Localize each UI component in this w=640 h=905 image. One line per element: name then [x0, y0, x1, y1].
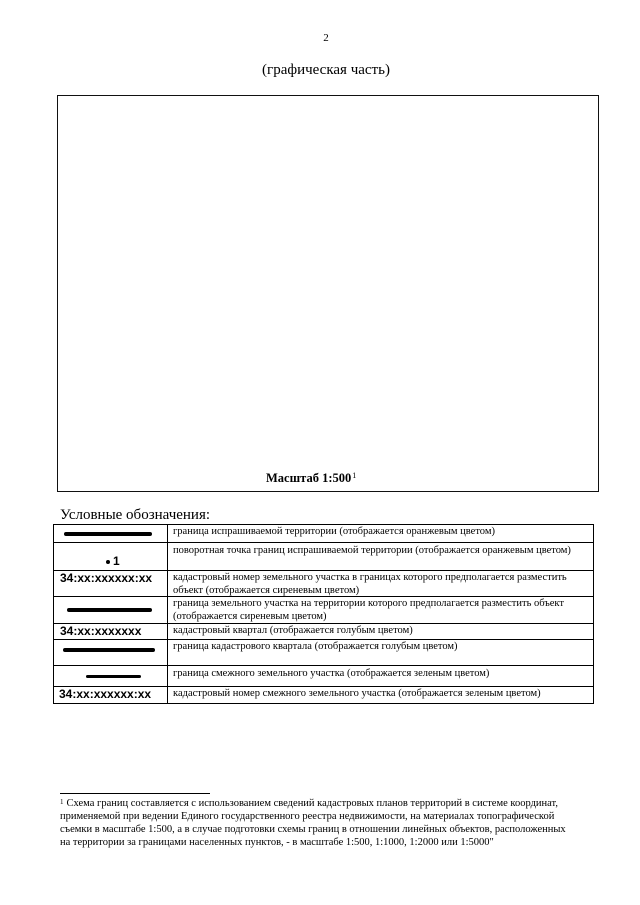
- legend-description: граница испрашиваемой территории (отображается оранжевым цветом): [173, 526, 495, 537]
- legend-table: [53, 524, 594, 704]
- section-title: (графическая часть): [262, 62, 390, 78]
- footnote: [60, 797, 566, 849]
- legend-row: [54, 640, 593, 666]
- boundary-line-icon: [63, 648, 155, 652]
- legend-description-cell: [168, 666, 593, 686]
- legend-symbol-cell: [54, 666, 168, 686]
- legend-description-cell: [168, 543, 593, 570]
- scale-label: [266, 471, 356, 486]
- footnote-line: [60, 797, 566, 810]
- legend-description: граница земельного участка на территории которого предполагается разместить объект: [173, 598, 564, 609]
- footnote-separator: [60, 793, 210, 794]
- legend-description: кадастровый номер земельного участка в границах которого предполагается разместить: [173, 572, 567, 583]
- footnote-line: применяемой при ведении Единого государственного реестра недвижимости, на материалах топографической: [60, 811, 555, 822]
- legend-description-cell: [168, 687, 593, 703]
- cadastral-number-label: 34:xx:xxxxxx:xx: [60, 571, 153, 585]
- legend-symbol-cell: [54, 597, 168, 623]
- legend-symbol-cell: [54, 624, 168, 639]
- legend-symbol-cell: [54, 687, 168, 703]
- legend-description-cell: [168, 640, 593, 665]
- footnote-line: съемки в масштабе 1:500, а в случае подготовки схемы границ в отношении линейных объектов, расположенных: [60, 824, 566, 835]
- legend-description: (отображается сиреневым цветом): [173, 610, 327, 622]
- legend-row: [54, 571, 593, 597]
- footnote-mark: 1: [60, 798, 64, 806]
- legend-symbol-cell: [54, 571, 168, 596]
- legend-description: граница кадастрового квартала (отображается голубым цветом): [173, 641, 458, 652]
- legend-symbol-cell: [54, 640, 168, 665]
- legend-row: [54, 624, 593, 640]
- legend-description: поворотная точка границ испрашиваемой территории (отображается оранжевым цветом): [173, 545, 571, 556]
- footnote-line: на территории за границами населенных пунктов, - в масштабе 1:500, 1:1000, 1:2000 или 1:5000": [60, 837, 494, 848]
- legend-description: кадастровый номер смежного земельного участка (отображается зеленым цветом): [173, 688, 541, 699]
- footnote-text: Схема границ составляется с использованием сведений кадастровых планов территорий в системе координат,: [66, 798, 558, 809]
- legend-description-cell: [168, 525, 593, 542]
- legend-description: кадастровый квартал (отображается голубым цветом): [173, 625, 413, 636]
- legend-row: [54, 687, 593, 703]
- legend-row: [54, 543, 593, 571]
- boundary-line-icon: [86, 675, 141, 678]
- scale-text: Масштаб 1:500: [266, 471, 352, 485]
- legend-description-cell: [168, 571, 593, 596]
- legend-row: [54, 666, 593, 687]
- legend-description: граница смежного земельного участка (отображается зеленым цветом): [173, 668, 490, 679]
- cadastral-quarter-label: 34:xx:xxxxxxx: [60, 624, 142, 638]
- legend-symbol-cell: [54, 543, 168, 570]
- page-number: 2: [323, 32, 329, 44]
- legend-description-cell: [168, 597, 593, 623]
- legend-description: объект (отображается сиреневым цветом): [173, 584, 360, 596]
- legend-title: Условные обозначения:: [60, 507, 211, 523]
- map-frame: [57, 95, 599, 492]
- legend-description-cell: [168, 624, 593, 639]
- boundary-line-icon: [67, 608, 152, 612]
- legend-symbol-cell: [54, 525, 168, 542]
- turning-point-label: 1: [113, 554, 120, 568]
- boundary-line-icon: [64, 532, 152, 536]
- legend-row: [54, 597, 593, 624]
- adjacent-cadastral-number-label: 34:xx:xxxxxx:xx: [59, 687, 152, 701]
- scale-footnote-mark: 1: [352, 471, 357, 480]
- legend-row: [54, 525, 593, 543]
- turning-point-icon: [106, 560, 110, 564]
